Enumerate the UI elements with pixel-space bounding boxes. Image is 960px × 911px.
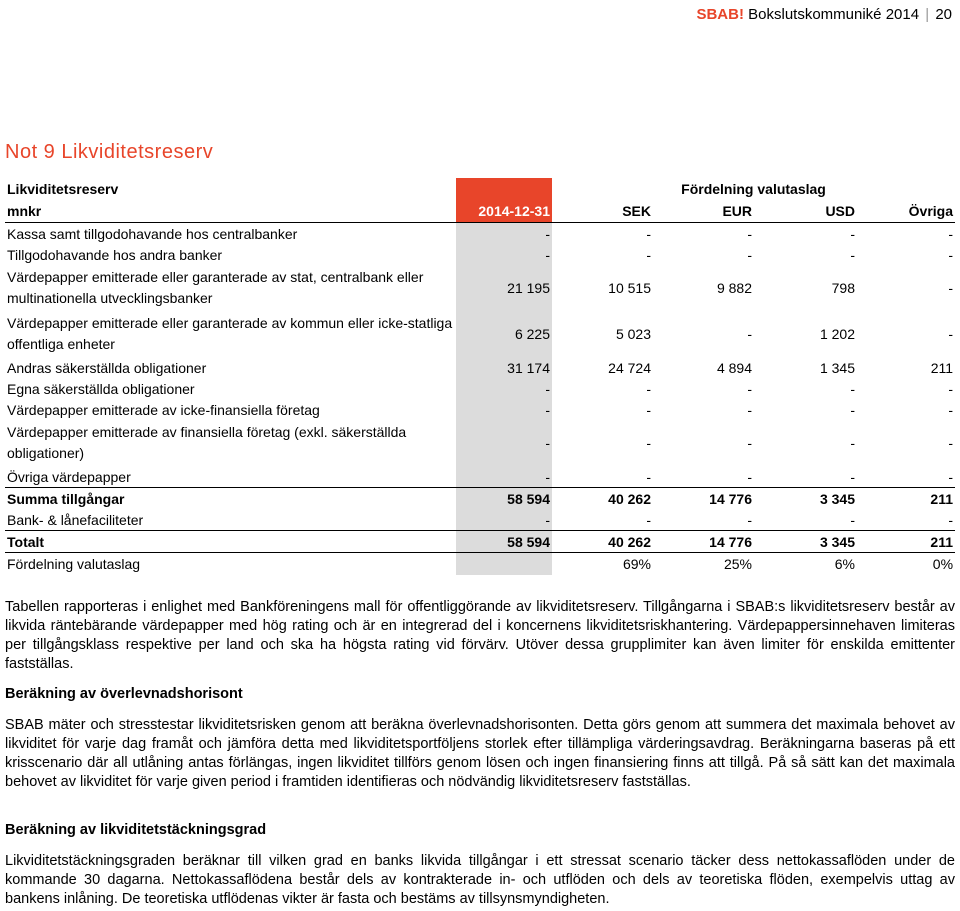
table-row <box>5 244 955 265</box>
cell: 211 <box>857 531 955 553</box>
cell: 1 345 <box>819 359 855 376</box>
cell: - <box>646 511 651 528</box>
cell: - <box>456 244 552 265</box>
page-number: 20 <box>935 6 952 23</box>
row-label: Tillgodohavande hos andra banker <box>7 246 223 263</box>
note-title: Not 9 Likviditetsreserv <box>5 141 214 163</box>
cell: 14 776 <box>653 488 754 510</box>
cell: 24 724 <box>608 359 651 376</box>
cell: - <box>747 435 752 451</box>
cell: - <box>850 468 855 485</box>
cell: - <box>850 380 855 397</box>
row-label: Kassa samt tillgodohavande hos centralbanker <box>7 225 298 242</box>
cell: - <box>948 435 954 451</box>
distribution-row <box>5 553 955 576</box>
cell: - <box>850 225 855 242</box>
table-row <box>5 399 955 420</box>
cell: - <box>948 401 954 418</box>
cell: - <box>646 225 651 242</box>
cell: - <box>948 468 954 485</box>
row-label: Summa tillgångar <box>5 488 456 510</box>
column-header-row <box>5 200 955 223</box>
table-row <box>5 223 955 245</box>
paragraph-intro: Tabellen rapporteras i enlighet med Bankföreningens mall för offentliggörande av likviditetsreserv. Tillgångarna i SBAB:s likviditetsreserv består av likvida räntebärande värdepapper med hög rating och är en integrerad del i koncernens likviditetsriskhantering. Värdepappersinnehaven limiteras per tillgångsklass respektive per land och ska ha högsta rating vid förvärv. Utöver dessa grupplimiter kan även limiter för enskilda emittenter fastställas. <box>5 599 955 672</box>
cell: - <box>948 380 954 397</box>
cell: 25% <box>723 556 752 572</box>
table-row <box>5 265 955 311</box>
cell: 5 023 <box>615 326 651 342</box>
cell: 4 894 <box>716 359 752 376</box>
brand-logo: SBAB! <box>696 6 744 23</box>
cell: 1 202 <box>819 326 855 342</box>
cell: - <box>646 401 651 418</box>
cell: 798 <box>831 280 855 296</box>
cell: - <box>456 509 552 531</box>
cell: - <box>948 511 954 528</box>
sum-assets-row <box>5 488 955 510</box>
cell: - <box>646 380 651 397</box>
cell: - <box>747 380 752 397</box>
cell <box>456 553 552 576</box>
table-row <box>5 420 955 466</box>
cell: - <box>646 468 651 485</box>
table-row <box>5 378 955 399</box>
row-label: Egna säkerställda obligationer <box>7 380 195 397</box>
cell: 3 345 <box>754 488 857 510</box>
cell: - <box>456 420 552 466</box>
cell: - <box>747 326 752 342</box>
table-title: Likviditetsreserv <box>7 181 119 197</box>
table-row <box>5 357 955 378</box>
cell: 211 <box>857 488 955 510</box>
cell: 31 174 <box>456 357 552 378</box>
row-label: Värdepapper emitterade eller garanterade av kommun eller icke-statliga offentliga enheter <box>7 315 453 352</box>
cell: - <box>850 401 855 418</box>
heading-lcr: Beräkning av likviditetstäckningsgrad <box>5 822 267 838</box>
cell: 58 594 <box>456 488 552 510</box>
cell: - <box>747 225 752 242</box>
cell: 69% <box>622 556 651 572</box>
cell: - <box>948 246 954 263</box>
cell: - <box>747 401 752 418</box>
page-header <box>696 6 952 23</box>
cell: 40 262 <box>552 531 653 553</box>
liquidity-reserve-table <box>5 178 955 575</box>
row-label: Fördelning valutaslag <box>7 556 141 572</box>
cell: - <box>456 378 552 399</box>
row-label: Värdepapper emitterade av icke-finansiella företag <box>7 401 320 418</box>
document-title: Bokslutskommuniké 2014 <box>748 6 920 23</box>
cell: 40 262 <box>552 488 653 510</box>
cell: - <box>747 511 752 528</box>
cell: - <box>747 468 752 485</box>
col-sek: SEK <box>552 200 653 223</box>
cell: - <box>948 326 954 342</box>
table-row <box>5 311 955 357</box>
paragraph-lcr: Likviditetstäckningsgraden beräknar till vilken grad en banks likvida tillgångar i ett stressat scenario täcker dess nettokassaflöden under de kommande 30 dagarna. Nettokassaflödena består dels av kontrakterade in- och utflöden och dels av teoretiska flöden, exempelvis uttag av bankens inlåning. De teoretiska utflödenas vikter är fasta och bestäms av tillsynsmyndigheten. <box>5 853 955 907</box>
cell: - <box>646 246 651 263</box>
total-row <box>5 531 955 553</box>
table-title-row <box>5 178 955 200</box>
cell: 211 <box>930 359 954 376</box>
row-label: Totalt <box>5 531 456 553</box>
cell: 0% <box>932 556 954 572</box>
row-label: Andras säkerställda obligationer <box>7 359 207 376</box>
cell: 10 515 <box>608 280 651 296</box>
cell: - <box>948 280 954 296</box>
cell: - <box>456 223 552 245</box>
row-label: Värdepapper emitterade eller garanterade av stat, centralbank eller multinationella utvecklingsbanker <box>7 269 424 306</box>
row-label: Övriga värdepapper <box>7 468 131 485</box>
cell: - <box>850 246 855 263</box>
row-label: Värdepapper emitterade av finansiella företag (exkl. säkerställda obligationer) <box>7 424 407 461</box>
cell: - <box>456 466 552 488</box>
cell: - <box>747 246 752 263</box>
cell: - <box>850 511 855 528</box>
cell: - <box>948 225 954 242</box>
paragraph-survival-horizon: SBAB mäter och stresstestar likviditetsrisken genom att beräkna överlevnadshorisonten. Detta görs genom att summera det maximala behovet av likviditet för varje dag framåt och jämföra detta med likviditetsportföljens storlek efter tillämpliga värderingsavdrag. Beräkningarna baseras på ett krisscenario där all utlåning antas förlängas, ingen likviditet tillförs genom lösen och ingen finansiering finns att tillgå. På så sätt kan det maximala behovet av likviditet för varje given period i framtiden identifieras och nödvändig likviditetsreserv fastställas. <box>5 717 955 790</box>
header-separator: | <box>925 6 930 23</box>
cell: 9 882 <box>716 280 752 296</box>
heading-survival-horizon: Beräkning av överlevnadshorisont <box>5 686 243 702</box>
cell: - <box>646 435 651 451</box>
col-usd: USD <box>754 200 857 223</box>
cell: 14 776 <box>653 531 754 553</box>
cell: 21 195 <box>456 265 552 311</box>
col-eur: EUR <box>653 200 754 223</box>
bank-facilities-row <box>5 509 955 531</box>
col-other: Övriga <box>857 200 955 223</box>
col-date: 2014-12-31 <box>456 200 552 223</box>
unit-label: mnkr <box>5 200 456 223</box>
row-label: Bank- & lånefaciliteter <box>7 511 144 528</box>
cell: 6 225 <box>456 311 552 357</box>
group-header: Fördelning valutaslag <box>681 181 826 197</box>
table-row <box>5 466 955 488</box>
cell: - <box>850 435 855 451</box>
cell: 3 345 <box>754 531 857 553</box>
cell: 6% <box>834 556 855 572</box>
cell: 58 594 <box>456 531 552 553</box>
cell: - <box>456 399 552 420</box>
